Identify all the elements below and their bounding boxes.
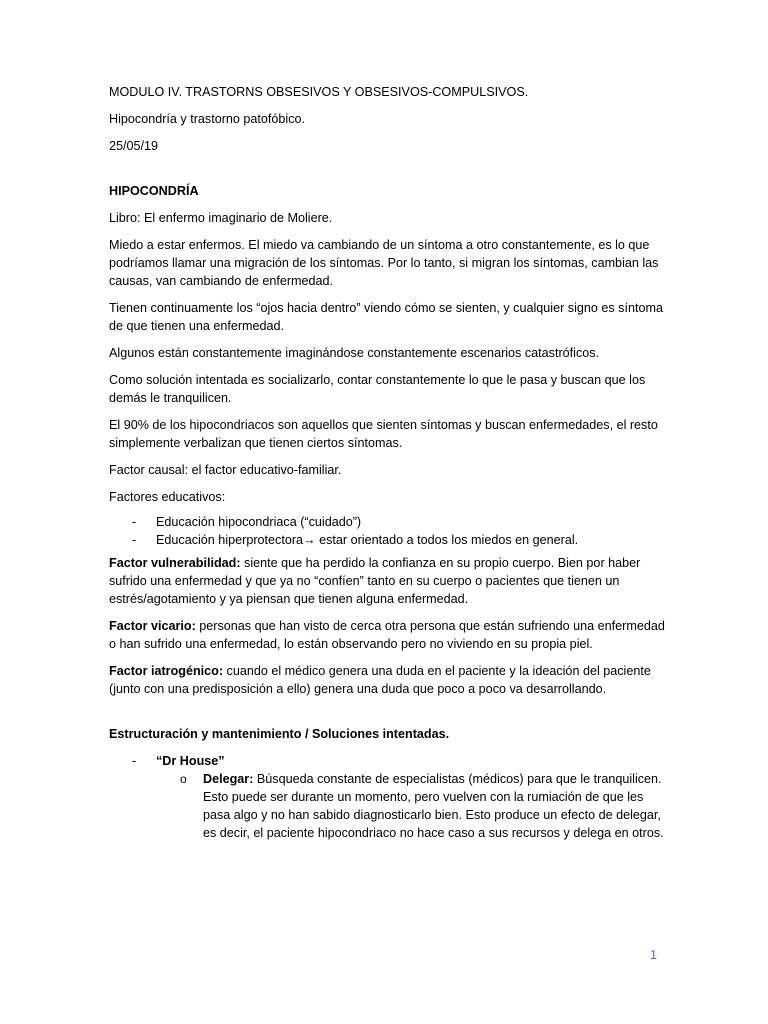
list-item-text: Educación hipocondriaca (“cuidado”): [156, 515, 362, 529]
document-subtitle: Hipocondría y trastorno patofóbico.: [109, 112, 306, 126]
list-item: [109, 752, 669, 770]
delegar-text: Búsqueda constante de especialistas (médicos) para que le tranquilicen. Esto puede ser durante un momento, pero vuelven con la rumiación de que les pasa algo y no han sabido diagnosticarlo bien. Esto produce un efecto de delegar, es decir, el paciente hipocondriaco no hace caso a sus recursos y delega en otros.: [203, 772, 664, 840]
paragraph-ojos: Tienen continuamente los “ojos hacia dentro” viendo cómo se sienten, y cualquier signo es síntoma de que tienen una enfermedad.: [109, 301, 663, 333]
spacer: [109, 707, 669, 725]
factores-educativos-label: Factores educativos:: [109, 490, 226, 504]
factor-vulnerabilidad: [109, 554, 669, 608]
factor-vicario-label: Factor vicario:: [109, 619, 196, 633]
document-date: 25/05/19: [109, 139, 159, 153]
list-item-text: Educación hiperprotectora→ estar orientado a todos los miedos en general.: [156, 533, 579, 547]
list-item: [109, 770, 669, 842]
paragraph-escenarios: Algunos están constantemente imaginándose constantemente escenarios catastróficos.: [109, 346, 600, 360]
list-item-text: “Dr House”: [156, 754, 225, 768]
section-heading-estructuracion: Estructuración y mantenimiento / Soluciones intentadas.: [109, 727, 450, 741]
soluciones-sublist: [109, 770, 669, 842]
paragraph-miedo: Miedo a estar enfermos. El miedo va cambiando de un síntoma a otro constantemente, es lo que podríamos llamar una migración de los síntomas. Por lo tanto, si migran los síntomas, cambian las causas, van cambiando de enfermedad.: [109, 238, 659, 288]
factor-causal: Factor causal: el factor educativo-familiar.: [109, 463, 342, 477]
dash-marker: -: [132, 754, 137, 768]
dash-marker: -: [132, 515, 137, 529]
factor-iatrogenico-label: Factor iatrogénico:: [109, 664, 224, 678]
factor-vicario: [109, 617, 669, 653]
factor-vulnerabilidad-label: Factor vulnerabilidad:: [109, 556, 241, 570]
factor-vulnerabilidad-text: siente que ha perdido la confianza en su propio cuerpo. Bien por haber sufrido una enfermedad y que ya no “confíen” tanto en su cuerpo o pacientes que tienen un estrés/agotamiento y ya piensan que tienen alguna enfermedad.: [109, 556, 641, 606]
paragraph-solucion: Como solución intentada es socializarlo, contar constantemente lo que le pasa y buscan que los demás le tranquilicen.: [109, 373, 646, 405]
paragraph-noventa: El 90% de los hipocondriacos son aquellos que sienten síntomas y buscan enfermedades, el resto simplemente verbalizan que tienen ciertos síntomas.: [109, 418, 658, 450]
soluciones-list: [109, 752, 669, 770]
factor-iatrogenico-text: cuando el médico genera una duda en el paciente y la ideación del paciente (junto con una predisposición a ello) genera una duda que poco a poco va desarrollando.: [109, 664, 651, 696]
factor-iatrogenico: [109, 662, 669, 698]
dash-marker: -: [132, 533, 137, 547]
list-item: [109, 531, 669, 549]
module-title: MODULO IV. TRASTORNS OBSESIVOS Y OBSESIVOS-COMPULSIVOS.: [109, 85, 529, 99]
list-item: [109, 513, 669, 531]
section-heading-hipocondria: HIPOCONDRÍA: [109, 184, 199, 198]
book-reference: Libro: El enfermo imaginario de Moliere.: [109, 211, 333, 225]
document-page: [109, 83, 669, 842]
circle-marker: o: [180, 772, 187, 786]
page-number: 1: [650, 948, 658, 962]
spacer: [109, 164, 669, 182]
delegar-label: Delegar:: [203, 772, 254, 786]
educativos-list: [109, 513, 669, 549]
factor-vicario-text: personas que han visto de cerca otra persona que están sufriendo una enfermedad o han sufrido una enfermedad, lo están observando pero no viviendo en su propia piel.: [109, 619, 665, 651]
